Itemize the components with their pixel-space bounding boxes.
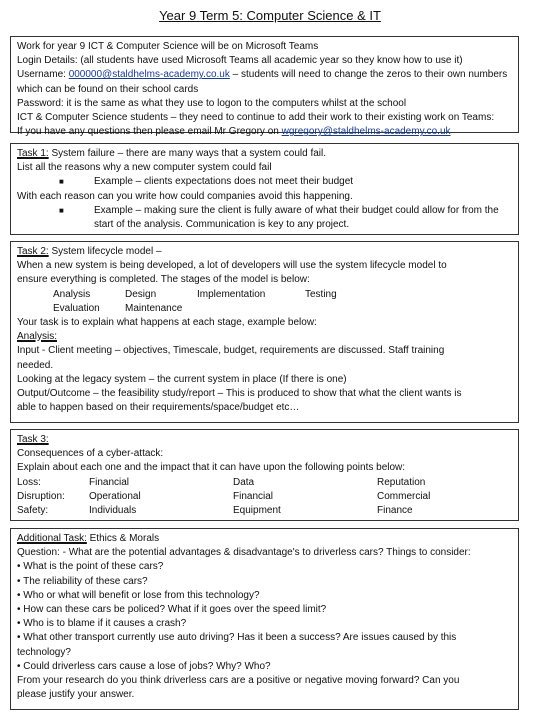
additional-line: • Who is to blame if it causes a crash? xyxy=(17,618,187,630)
task2-line: Looking at the legacy system – the current system in place (If there is one) xyxy=(17,373,347,385)
additional-line: Question: - What are the potential advantages & disadvantage's to driverless cars? Things to consider: xyxy=(17,547,471,559)
task2-heading: Task 2: xyxy=(17,246,49,257)
task2-box xyxy=(10,241,519,423)
username-link[interactable]: 000000@staldhelms-academy.co.uk xyxy=(68,69,230,81)
task1-box xyxy=(10,143,519,235)
email-link[interactable]: wgregory@staldhelms-academy.co.uk xyxy=(281,126,451,138)
stage-label: Testing xyxy=(305,288,337,300)
additional-line: • Could driverless cars cause a lose of jobs? Why? Who? xyxy=(17,660,271,672)
additional-line: please justify your answer. xyxy=(17,689,135,701)
additional-line: • Who or what will benefit or lose from this technology? xyxy=(17,589,260,601)
table-cell: Individuals xyxy=(89,505,137,517)
task1-heading: Task 1: xyxy=(17,148,49,159)
task3-line: Explain about each one and the impact that it can have upon the following points below: xyxy=(17,462,406,474)
additional-line: • What other transport currently use auto driving? Has it been a success? Are issues caused by this xyxy=(17,632,457,644)
page-title: Year 9 Term 5: Computer Science & IT xyxy=(159,8,381,23)
task1-line: With each reason can you write how could companies avoid this happening. xyxy=(17,190,353,202)
intro-line: Login Details: (all students have used Microsoft Teams all academic year so they know how to use it) xyxy=(17,55,463,67)
table-cell: Commercial xyxy=(377,490,431,502)
intro-line: which can be found on their school cards xyxy=(17,83,199,95)
additional-line: • How can these cars be policed? What if it goes over the speed limit? xyxy=(17,604,327,616)
additional-headline: Additional Task: Ethics & Morals xyxy=(17,533,160,544)
table-cell: Loss: xyxy=(17,476,41,488)
additional-heading: Additional Task: xyxy=(17,533,87,544)
table-cell: Equipment xyxy=(233,505,281,517)
table-cell: Financial xyxy=(233,490,274,502)
table-cell: Finance xyxy=(377,505,413,517)
table-cell: Safety: xyxy=(17,505,49,517)
task3-headline xyxy=(17,433,512,447)
stage-label: Design xyxy=(125,288,157,300)
stage-label: Analysis xyxy=(53,288,91,300)
intro-line: ICT & Computer Science students – they need to continue to add their work to their existing work on Teams: xyxy=(17,112,495,124)
task2-line: ensure everything is completed. The stages of the model is below: xyxy=(17,274,310,286)
task2-line: Your task is to explain what happens at each stage, example below: xyxy=(17,317,317,329)
table-cell: Operational xyxy=(89,490,141,502)
additional-line: technology? xyxy=(17,646,71,658)
stage-label: Implementation xyxy=(197,288,266,300)
task1-line: List all the reasons why a new computer system could fail xyxy=(17,162,272,174)
additional-line: From your research do you think driverless cars are a positive or negative moving forward? Can you xyxy=(17,675,460,687)
table-cell: Disruption: xyxy=(17,490,65,502)
table-cell: Financial xyxy=(89,476,130,488)
task3-heading: Task 3: xyxy=(17,434,49,445)
intro-username-line: Username: 000000@staldhelms-academy.co.uk – students will need to change the zeros to their own numbers xyxy=(17,69,508,81)
table-cell: Reputation xyxy=(377,476,426,488)
table-cell: Data xyxy=(233,476,255,488)
task1-bullet: ■ Example – clients expectations does not meet their budget xyxy=(59,176,354,188)
stage-label: Evaluation xyxy=(53,302,100,314)
intro-email-line: If you have any questions then please email Mr Gregory on wgregory@staldhelms-academy.co.uk xyxy=(17,126,451,138)
task1-headline: Task 1: System failure – there are many ways that a system could fail. xyxy=(17,148,327,159)
task3-box xyxy=(10,429,519,521)
task3-line: Consequences of a cyber-attack: xyxy=(17,448,164,460)
task2-line: When a new system is being developed, a lot of developers will use the system lifecycle model to xyxy=(17,260,447,272)
task2-line: needed. xyxy=(17,359,54,371)
task2-line: Output/Outcome – the feasibility study/report – This is produced to show that what the client wants is xyxy=(17,388,462,400)
task2-headline: Task 2: System lifecycle model – xyxy=(17,246,162,257)
stages-row xyxy=(17,288,512,302)
additional-line: • What is the point of these cars? xyxy=(17,561,164,573)
task2-line: Input - Client meeting – objectives, Timescale, budget, requirements are discussed. Staff training xyxy=(17,345,445,357)
additional-line: • The reliability of these cars? xyxy=(17,575,148,587)
consequence-table xyxy=(17,476,512,519)
task1-bullet: ■ Example – making sure the client is fully aware of what their budget could allow for from the start of the analysis. Communication is key to any project. xyxy=(59,204,499,231)
stages-row xyxy=(17,302,512,316)
analysis-heading: Analysis: xyxy=(17,331,58,343)
stage-label: Maintenance xyxy=(125,302,183,314)
additional-task-box xyxy=(10,528,519,710)
intro-line: Password: it is the same as what they use to logon to the computers whilst at the school xyxy=(17,97,407,109)
intro-box xyxy=(10,36,519,138)
task2-line: able to happen based on their requirements/space/budget etc… xyxy=(17,402,300,414)
intro-line: Work for year 9 ICT & Computer Science will be on Microsoft Teams xyxy=(17,41,319,52)
